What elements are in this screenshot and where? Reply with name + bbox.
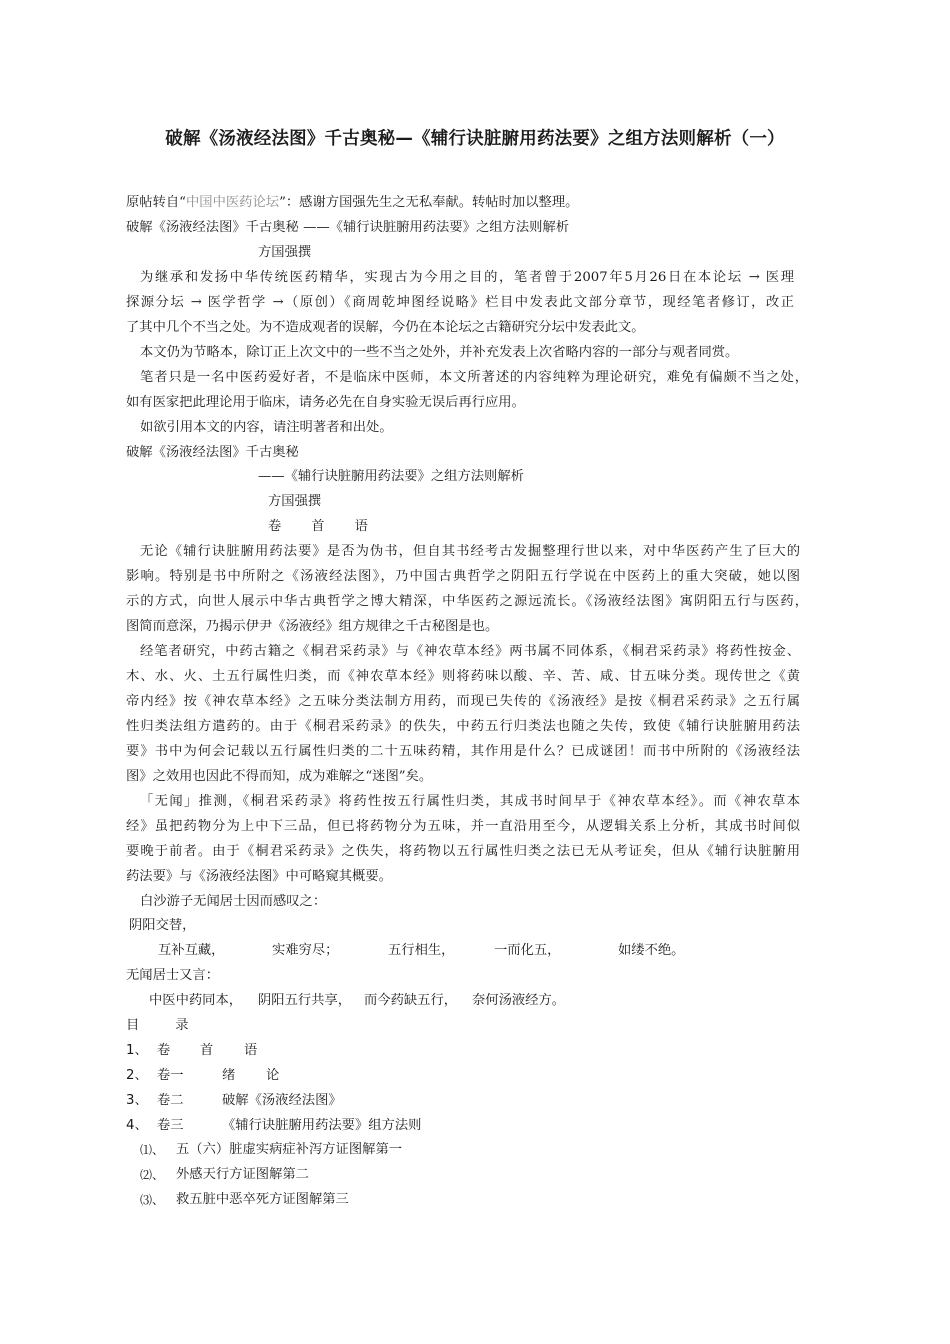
body-b-line1: 经笔者研究，中药古籍之《桐君采药录》与《神农草本经》两书属不同体系，《桐君采药录》将药性按金、 — [140, 644, 800, 659]
toc-heading — [126, 1017, 189, 1035]
toc-item-1-part-c: 语 — [244, 1043, 258, 1058]
body-b-line5: 要》书中为何会记载以五行属性归类的二十五味药精，其作用是什么？已成谜团！而书中所附的《汤液经法 — [126, 744, 800, 759]
forum-link[interactable]: 中国中医药论坛 — [186, 195, 280, 210]
toc-heading-char-2: 录 — [175, 1018, 189, 1033]
source-suffix: ”：感谢方国强先生之无私奉献。转帖时加以整理。 — [279, 195, 579, 210]
section-char-1: 卷 — [268, 519, 282, 534]
body-b-line6: 图》之效用也因此不得而知，成为难解之“迷图”矣。 — [126, 769, 433, 784]
toc-item-4-part-b: 《辅行诀脏腑用药法要》组方法则 — [222, 1118, 422, 1133]
toc-item-4[interactable] — [126, 1117, 148, 1135]
poem1-verse-1: 互补互藏， — [158, 943, 225, 958]
header2-author: 方国强撰 — [268, 494, 322, 509]
section-char-3: 语 — [354, 519, 368, 534]
poem2-verse-4: 奈何汤液经方。 — [472, 993, 566, 1008]
body-a-line1: 无论《辅行诀脏腑用药法要》是否为伪书，但自其书经考古发掘整理行世以来，对中华医药产生了巨大的 — [140, 544, 800, 559]
poem2-head: 无闻居士又言： — [126, 968, 220, 983]
toc-heading-char-1: 目 — [126, 1018, 140, 1033]
toc-item-2-part-b: 绪 — [222, 1068, 236, 1083]
poem1-verse-3: 五行相生， — [388, 943, 455, 958]
toc-item-2-part-c: 论 — [266, 1068, 280, 1083]
poem2-verse-2: 阴阳五行共享， — [258, 993, 352, 1008]
body-b-line3: 帝内经》按《神农草本经》之五味分类法制方用药，而现已失传的《汤液经》是按《桐君采药录》之五行属 — [126, 694, 800, 709]
intro-p1-line3: 了其中几个不当之处。为不造成观者的误解，今仍在本论坛之古籍研究分坛中发表此文。 — [126, 320, 645, 335]
body-a-line4: 图简而意深，乃揭示伊尹《汤液经》组方规律之千古秘图是也。 — [126, 619, 499, 634]
toc-sub-3-text[interactable]: 救五脏中恶卒死方证图解第三 — [176, 1192, 349, 1207]
toc-item-2-part-a: 卷一 — [157, 1068, 184, 1083]
section-char-2: 首 — [311, 519, 325, 534]
source-line — [126, 194, 578, 212]
body-d: 白沙游子无闻居士因而感叹之： — [140, 894, 327, 909]
intro-p2: 本文仍为节略本，除订正上次文中的一些不当之处外，并补充发表上次省略内容的一部分与观者同赏。 — [140, 345, 739, 360]
body-a-line2: 影响。特别是书中所附之《汤液经法图》，乃中国古典哲学之阴阳五行学说在中医药上的重大突破，她以图 — [126, 569, 800, 584]
body-c-line3: 要晚于前者。由于《桐君采药录》之佚失，将药物以五行属性归类之法已无从考证矣，但从《辅行诀脏腑用 — [126, 844, 800, 859]
toc-item-1[interactable] — [126, 1042, 148, 1060]
toc-item-number: 3、 — [126, 1093, 148, 1108]
poem1-verse-2: 实难穷尽； — [272, 943, 339, 958]
toc-item-1-part-b: 首 — [200, 1043, 214, 1058]
poem1-head: 阴阳交替， — [129, 918, 196, 933]
poem2-verse-1: 中医中药同本， — [149, 993, 243, 1008]
source-prefix: 原帖转自“ — [126, 195, 186, 210]
body-c-line2: 经》虽把药物分为上中下三品，但已将药物分为五味，并一直沿用至今，从逻辑关系上分析，其成书时间似 — [126, 819, 800, 834]
poem1-verse-5: 如缕不绝。 — [618, 943, 685, 958]
poem2-verse-3: 而今药缺五行， — [364, 993, 458, 1008]
page-title: 破解《汤液经法图》千古奥秘—《辅行诀脏腑用药法要》之组方法则解析（一） — [165, 129, 785, 149]
toc-sub-3-number: ⑶、 — [140, 1193, 165, 1207]
toc-item-4-part-a: 卷三 — [157, 1118, 184, 1133]
toc-item-number: 2、 — [126, 1068, 148, 1083]
body-c-line4: 药法要》与《汤液经法图》中可略窥其概要。 — [126, 869, 392, 884]
toc-item-number: 4、 — [126, 1118, 148, 1133]
toc-item-3[interactable] — [126, 1092, 148, 1110]
toc-item-2[interactable] — [126, 1067, 148, 1085]
header2-subtitle: ——《辅行诀脏腑用药法要》之组方法则解析 — [258, 469, 524, 484]
intro-p3-line2: 如有医家把此理论用于临床，请务必先在自身实验无误后再行应用。 — [126, 395, 525, 410]
intro-p1-line1: 为继承和发扬中华传统医药精华，实现古为今用之目的，笔者曾于2007年5月26日在本论坛 → 医理 — [140, 270, 794, 285]
toc-sub-2-text[interactable]: 外感天行方证图解第二 — [176, 1167, 309, 1182]
toc-sub-1-text[interactable]: 五（六）脏虚实病症补泻方证图解第一 — [176, 1142, 403, 1157]
intro-p3-line1: 笔者只是一名中医药爱好者，不是临床中医师，本文所著述的内容纯粹为理论研究，难免有偏颇不当之处， — [140, 370, 808, 385]
toc-sub-1-number: ⑴、 — [140, 1143, 165, 1157]
header2-title: 破解《汤液经法图》千古奥秘 — [126, 445, 299, 460]
toc-item-1-part-a: 卷 — [157, 1043, 171, 1058]
toc-item-3-part-b: 破解《汤液经法图》 — [222, 1093, 342, 1108]
body-b-line2: 木、水、火、土五行属性归类，而《神农草本经》则将药味以酸、辛、苦、咸、甘五味分类。现传世之《黄 — [126, 669, 800, 684]
body-c-line1: 「无闻」推测，《桐君采药录》将药性按五行属性归类，其成书时间早于《神农草本经》。而《神农草本 — [140, 794, 800, 809]
poem1-verse-4: 一而化五， — [494, 943, 561, 958]
intro-p4: 如欲引用本文的内容，请注明著者和出处。 — [140, 420, 393, 435]
header-subtitle: 破解《汤液经法图》千古奥秘 ——《辅行诀脏腑用药法要》之组方法则解析 — [126, 220, 570, 235]
section-heading — [268, 518, 368, 536]
header-author: 方国强撰 — [258, 245, 312, 260]
toc-sub-2-number: ⑵、 — [140, 1168, 165, 1182]
body-a-line3: 示的方式，向世人展示中华古典哲学之博大精深，中华医药之源远流长。《汤液经法图》寓阴阳五行与医药， — [126, 594, 808, 609]
body-b-line4: 性归类法组方遣药的。由于《桐君采药录》的佚失，中药五行归类法也随之失传，致使《辅行诀脏腑用药法 — [126, 719, 800, 734]
toc-item-3-part-a: 卷二 — [157, 1093, 184, 1108]
toc-item-number: 1、 — [126, 1043, 148, 1058]
intro-p1-line2: 探源分坛 → 医学哲学 →（原创）《商周乾坤图经说略》栏目中发表此文部分章节，现经笔者修订，改正 — [126, 295, 794, 310]
